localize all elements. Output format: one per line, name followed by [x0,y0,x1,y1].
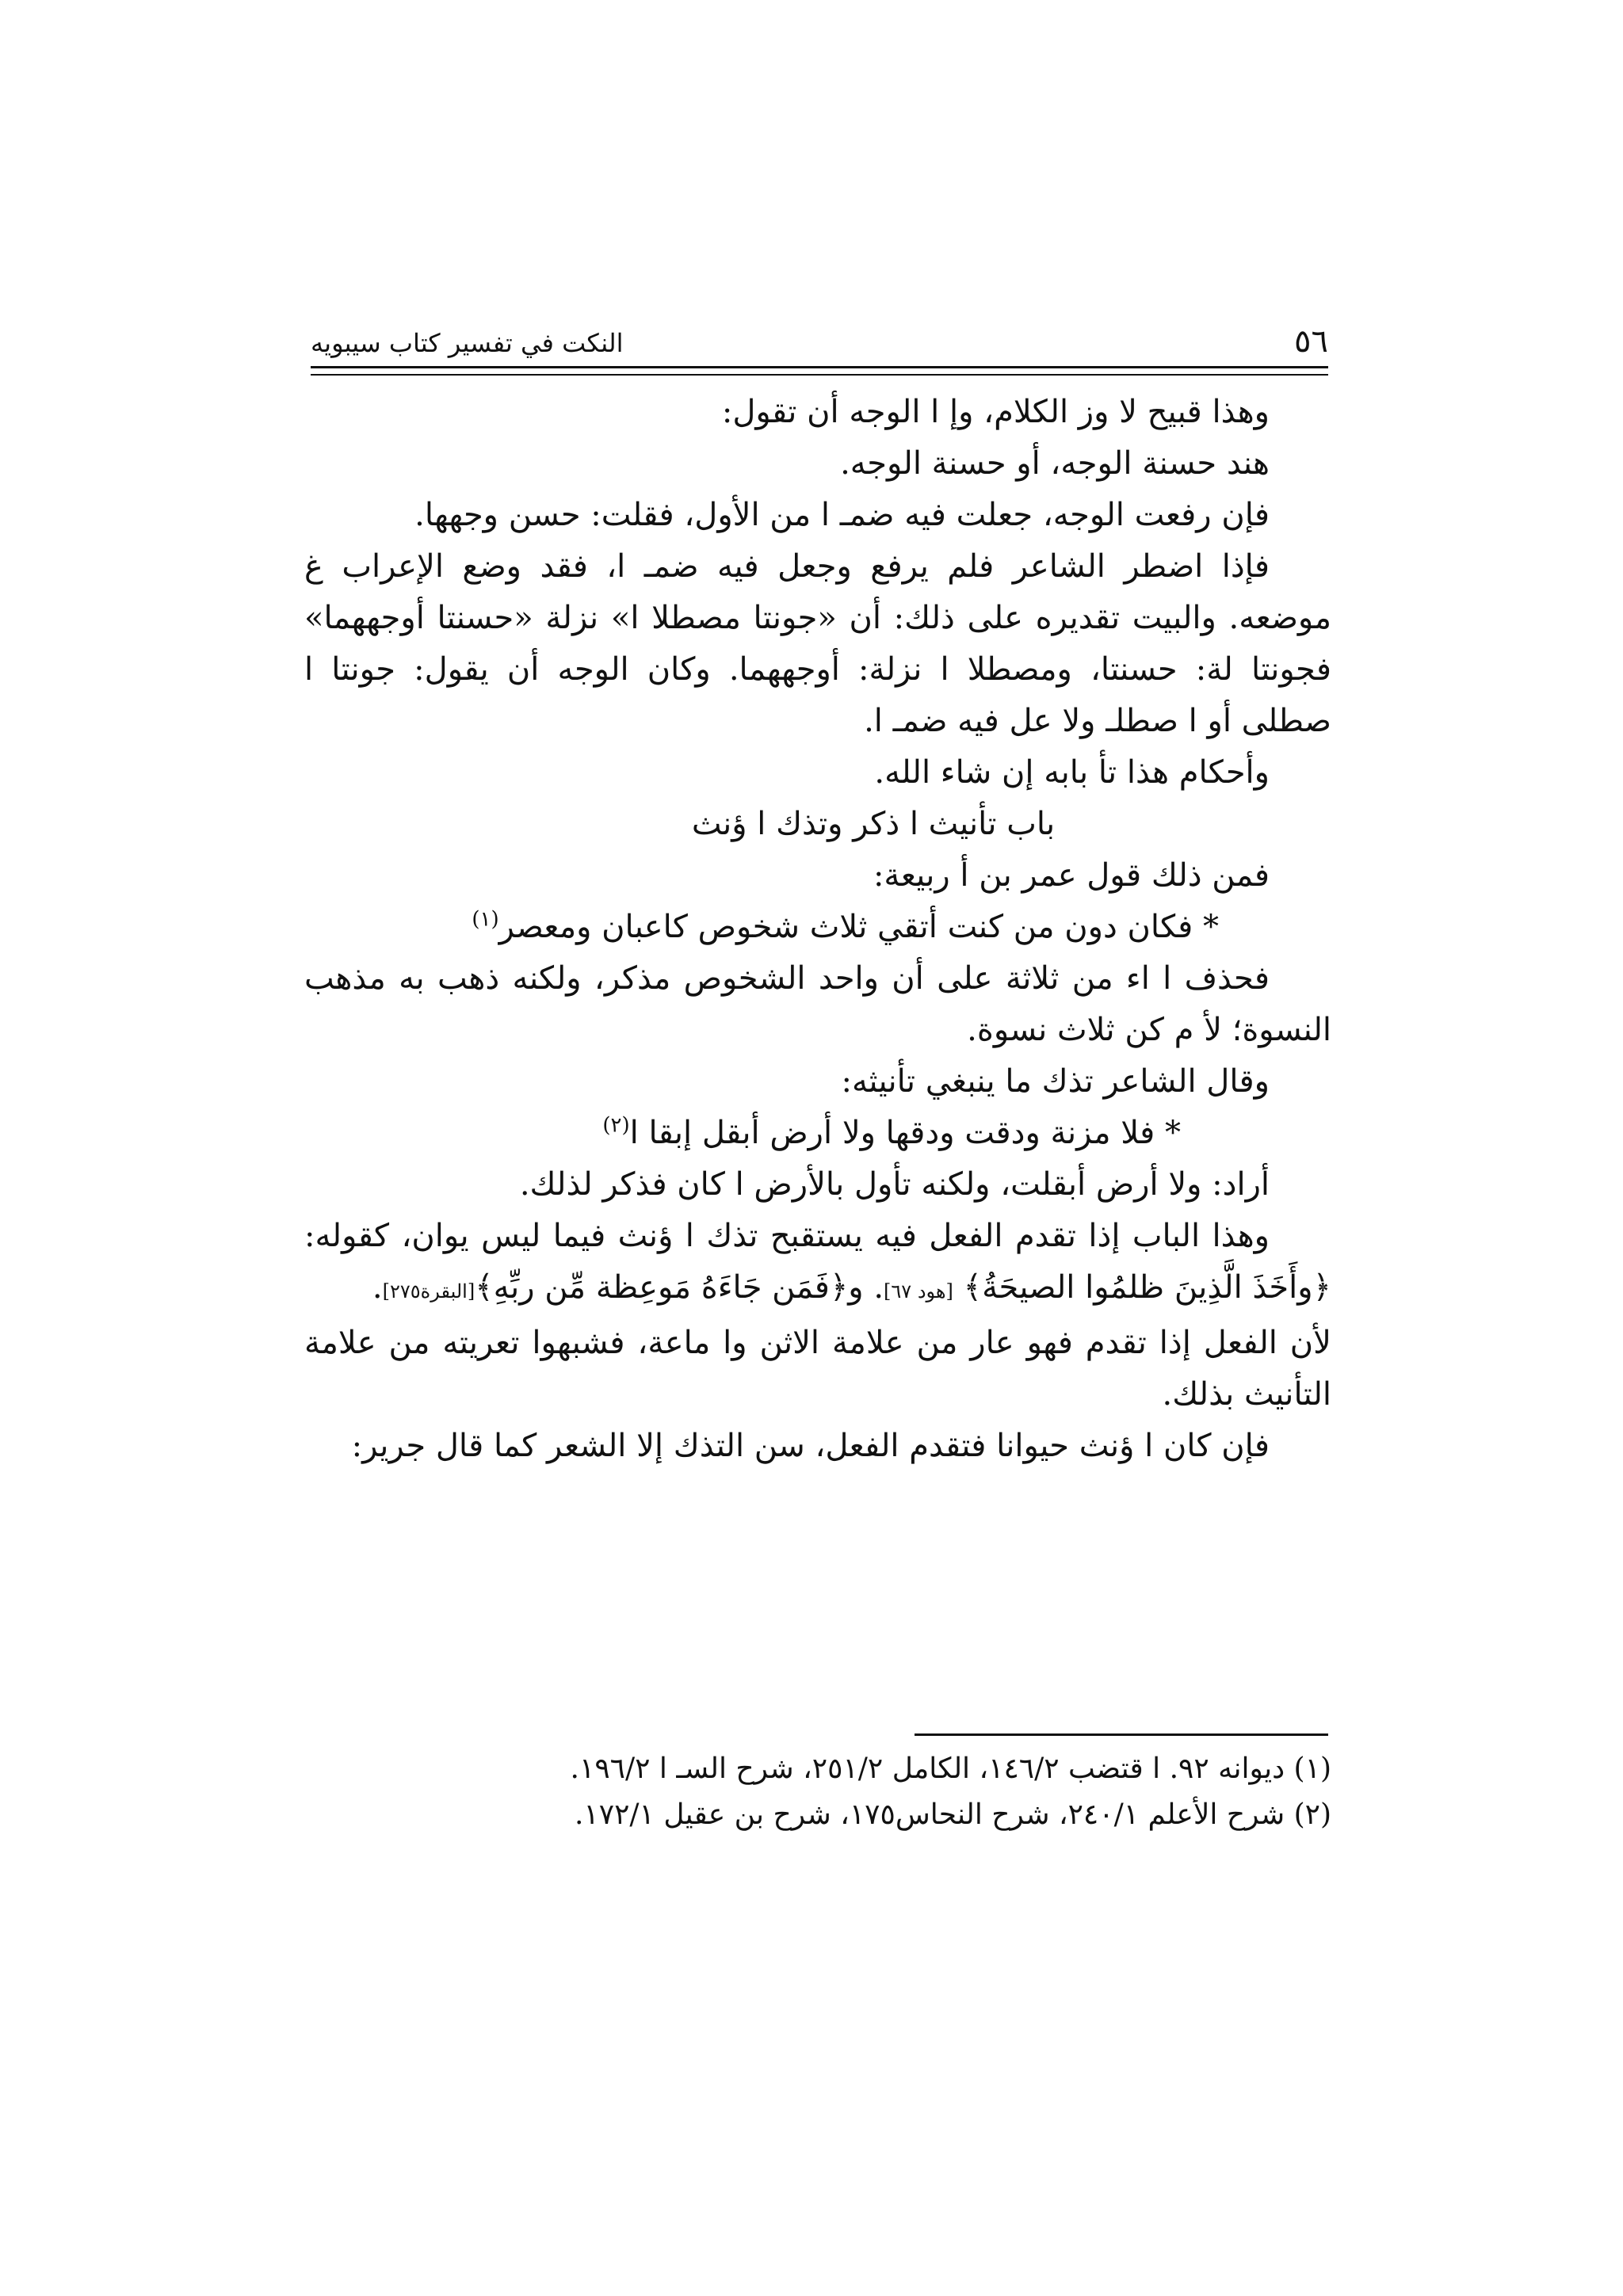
paragraph: فإن كان ا ؤنث حيوانا فتقدم الفعل، سن التذك إلا الشعر كما قال جرير: [351,1428,1270,1464]
verse-text: * فلا مزنة ودقت ودقها ولا أرض أبقل إبقا ا [629,1115,1181,1151]
paragraph: أراد: ولا أرض أبقلت، ولكنه تأول بالأرض ا كان فذكر لذلك. [519,1166,1270,1203]
paragraph: وهذا قبيح لا وز الكلام، وإ ا الوجه أن تقول: [721,394,1270,430]
paragraph: هند حسنة الوجه، أو حسنة الوجه. [840,445,1270,482]
running-title: النكت في تفسير كتاب سيبويه [311,328,624,358]
paragraph-text: . و﴿فَمَن جَاءَهُ مَوعِظة مِّن ربِّهِ﴾ [475,1269,884,1306]
quran-reference: [البقرة٢٧٥] [382,1280,475,1302]
quran-reference: [هود ٦٧] [884,1280,953,1302]
paragraph-text: وهذا الباب إذا تقدم الفعل فيه يستقبح تذك ا ؤنث فيما ليس يوان، كقوله: ﴿وأَخَذَ الَّذِينَ ظلمُوا الصيحَةُ﴾ [304,1218,1331,1306]
page-header [311,317,1328,372]
footnotes [304,1746,1331,1838]
footnote-rule [915,1733,1328,1736]
paragraph: فمن ذلك قول عمر بن أ ربيعة: [873,857,1270,894]
paragraph [304,1211,1331,1318]
paragraph: وأحكام هذا تأ بابه إن شاء الله. [874,754,1270,791]
chapter-title: باب تأنيث ا ذكر وتذك ا ؤنث [691,806,1056,842]
footnote-ref: (٢) [602,1113,630,1138]
paragraph: وقال الشاعر تذك ما ينبغي تأنيثه: [841,1063,1270,1100]
header-rule-thick [311,366,1328,368]
poetry-verse [304,902,1331,953]
verse-text: * فكان دون من كنت أتقي ثلاث شخوص كاعبان ومعصر [498,909,1219,945]
footnote-ref: (١) [472,907,499,932]
footnote: (٢) شرح الأعلم ٢٤٠/١، شرح النحاس١٧٥، شرح بن عقيل ١٧٢/١. [574,1798,1331,1831]
paragraph: لأن الفعل إذا تقدم فهو عار من علامة الاثن وا ماعة، فشبهوا تعريته من علامة التأنيث بذلك. [304,1325,1331,1413]
header-rule-thin [311,374,1328,376]
paragraph-text: . [372,1269,383,1306]
paragraph: فإذا اضطر الشاعر فلم يرفع وجعل فيه ضمـ ا، فقد وضع الإعراب غ موضعه. والبيت تقديره على ذلك: أن «جونتا مصطلا ا» نزلة «حسنتا أوجههما» فجونتا لة: حسنتا، ومصطلا ا نزلة: أوجههما. وكان الوجه أن يقول: جونتا ا صطلى أو ا صطلـ ولا عل فيه ضمـ ا. [304,548,1331,739]
poetry-verse [304,1108,1331,1159]
main-text [304,387,1331,1472]
footnote: (١) ديوانه ٩٢. ا قتضب ١٤٦/٢، الكامل ٢٥١/٢، شرح السـ ا ١٩٦/٢. [570,1753,1331,1785]
paragraph: فإن رفعت الوجه، جعلت فيه ضمـ ا من الأول، فقلت: حسن وجهها. [414,497,1270,533]
page-number: ٥٦ [1294,323,1328,360]
paragraph: فحذف ا اء من ثلاثة على أن واحد الشخوص مذكر، ولكنه ذهب به مذهب النسوة؛ لأ م كن ثلاث نسوة. [304,960,1331,1048]
